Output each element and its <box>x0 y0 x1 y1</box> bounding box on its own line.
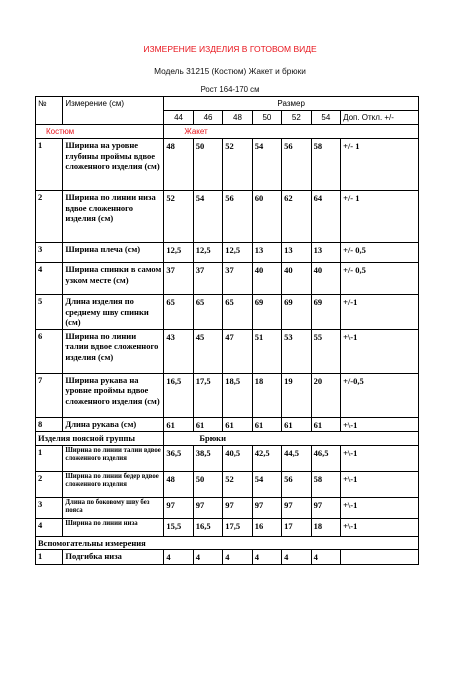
row-measure-name: Ширина по линии бедер вдвое сложенного изделия <box>63 471 164 497</box>
size-header: 54 <box>311 111 340 125</box>
size-value: 16,5 <box>164 373 193 417</box>
row-number: 4 <box>36 518 63 536</box>
row-measure-name: Длина рукава (см) <box>63 417 164 432</box>
size-value: 65 <box>164 295 193 330</box>
table-row <box>36 295 419 330</box>
size-value: 46,5 <box>311 445 340 471</box>
table-row <box>36 243 419 263</box>
tolerance-header: Доп. Откл. +/- <box>341 111 419 125</box>
size-value: 54 <box>193 191 222 243</box>
size-value: 40 <box>311 263 340 295</box>
size-value: 56 <box>282 139 311 191</box>
row-number: 3 <box>36 497 63 518</box>
tolerance-value: +\-1 <box>341 417 419 432</box>
size-value: 69 <box>282 295 311 330</box>
row-number: 3 <box>36 243 63 263</box>
size-value: 97 <box>282 497 311 518</box>
size-value: 4 <box>193 550 222 565</box>
model-subtitle: Модель 31215 (Костюм) Жакет и брюки <box>154 66 306 76</box>
size-value: 18,5 <box>223 373 252 417</box>
size-value: 12,5 <box>164 243 193 263</box>
size-value: 45 <box>193 329 222 373</box>
size-value: 97 <box>164 497 193 518</box>
table-row <box>36 550 419 565</box>
size-value: 12,5 <box>193 243 222 263</box>
size-value: 13 <box>252 243 281 263</box>
size-value: 13 <box>311 243 340 263</box>
size-value: 61 <box>252 417 281 432</box>
row-measure-name: Длина по боковому шву без пояса <box>63 497 164 518</box>
table-row <box>36 497 419 518</box>
size-value: 16,5 <box>193 518 222 536</box>
size-value: 12,5 <box>223 243 252 263</box>
row-number: 2 <box>36 471 63 497</box>
table-row <box>36 518 419 536</box>
size-value: 18 <box>311 518 340 536</box>
size-value: 52 <box>164 191 193 243</box>
size-value: 44,5 <box>282 445 311 471</box>
size-value: 17 <box>282 518 311 536</box>
size-header: 48 <box>223 111 252 125</box>
size-value: 13 <box>282 243 311 263</box>
row-number: 4 <box>36 263 63 295</box>
row-number: 1 <box>36 445 63 471</box>
tolerance-value: +\-1 <box>341 329 419 373</box>
size-value: 42,5 <box>252 445 281 471</box>
table-row <box>36 445 419 471</box>
size-header: 46 <box>193 111 222 125</box>
tolerance-value: +/- 1 <box>341 191 419 243</box>
size-header: 44 <box>164 111 193 125</box>
size-value: 17,5 <box>193 373 222 417</box>
size-value: 61 <box>193 417 222 432</box>
height-note: Рост 164-170 см <box>200 85 260 94</box>
size-value: 97 <box>193 497 222 518</box>
section-item: Жакет <box>164 125 419 139</box>
section-label: Изделия поясной группы <box>36 432 164 446</box>
size-value: 65 <box>193 295 222 330</box>
size-value: 36,5 <box>164 445 193 471</box>
size-value: 55 <box>311 329 340 373</box>
table-row <box>36 329 419 373</box>
row-number: 2 <box>36 191 63 243</box>
size-value: 56 <box>282 471 311 497</box>
row-measure-name: Ширина спинки в самом узком месте (см) <box>63 263 164 295</box>
size-value: 40,5 <box>223 445 252 471</box>
size-value: 97 <box>311 497 340 518</box>
table-row <box>36 417 419 432</box>
size-value: 58 <box>311 139 340 191</box>
size-value: 48 <box>164 471 193 497</box>
row-measure-name: Ширина плеча (см) <box>63 243 164 263</box>
size-value: 37 <box>164 263 193 295</box>
row-measure-name: Ширина на уровне глубины проймы вдвое сложенного изделия (см) <box>63 139 164 191</box>
size-value: 56 <box>223 191 252 243</box>
size-value: 4 <box>164 550 193 565</box>
row-number: 5 <box>36 295 63 330</box>
size-value: 61 <box>282 417 311 432</box>
table-row <box>36 191 419 243</box>
section-label: Костюм <box>36 125 164 139</box>
size-value: 69 <box>252 295 281 330</box>
size-value: 16 <box>252 518 281 536</box>
size-value: 4 <box>223 550 252 565</box>
size-value: 52 <box>223 471 252 497</box>
col-measure-header: Измерение (см) <box>63 97 164 125</box>
size-value: 50 <box>193 139 222 191</box>
size-value: 54 <box>252 471 281 497</box>
tolerance-value: +/-0,5 <box>341 373 419 417</box>
size-value: 97 <box>223 497 252 518</box>
size-value: 69 <box>311 295 340 330</box>
size-value: 53 <box>282 329 311 373</box>
tolerance-value: +/- 1 <box>341 139 419 191</box>
size-value: 58 <box>311 471 340 497</box>
size-value: 15,5 <box>164 518 193 536</box>
tolerance-value: +\-1 <box>341 471 419 497</box>
size-value: 65 <box>223 295 252 330</box>
size-value: 20 <box>311 373 340 417</box>
size-value: 52 <box>223 139 252 191</box>
size-value: 37 <box>223 263 252 295</box>
size-value: 4 <box>311 550 340 565</box>
row-number: 8 <box>36 417 63 432</box>
size-value: 4 <box>252 550 281 565</box>
size-value: 54 <box>252 139 281 191</box>
tolerance-value: +/-1 <box>341 295 419 330</box>
tolerance-value: +\-1 <box>341 497 419 518</box>
size-value: 48 <box>164 139 193 191</box>
size-value: 47 <box>223 329 252 373</box>
size-value: 18 <box>252 373 281 417</box>
header-row <box>36 97 419 111</box>
table-row <box>36 263 419 295</box>
size-value: 61 <box>164 417 193 432</box>
row-measure-name: Ширина по линии низа вдвое сложенного изделия (см) <box>63 191 164 243</box>
table-row <box>36 139 419 191</box>
section-row <box>36 432 419 446</box>
tolerance-value: +\-1 <box>341 445 419 471</box>
row-measure-name: Ширина по линии низа <box>63 518 164 536</box>
size-value: 37 <box>193 263 222 295</box>
size-header: 50 <box>252 111 281 125</box>
row-measure-name: Ширина рукава на уровне проймы вдвое сложенного изделия (см) <box>63 373 164 417</box>
table-row <box>36 471 419 497</box>
size-value: 4 <box>282 550 311 565</box>
table-row <box>36 373 419 417</box>
section-row <box>36 536 419 550</box>
row-number: 1 <box>36 550 63 565</box>
section-row-costume <box>36 125 419 139</box>
size-value: 43 <box>164 329 193 373</box>
row-measure-name: Длина изделия по среднему шву спинки (см) <box>63 295 164 330</box>
size-value: 40 <box>252 263 281 295</box>
section-label: Вспомогательны измерения <box>36 536 419 550</box>
size-value: 40 <box>282 263 311 295</box>
size-value: 19 <box>282 373 311 417</box>
row-measure-name: Ширина по линии талии вдвое сложенного изделия (см) <box>63 329 164 373</box>
col-size-header: Размер <box>164 97 419 111</box>
size-value: 62 <box>282 191 311 243</box>
tolerance-value: +\-1 <box>341 518 419 536</box>
tolerance-value <box>341 550 419 565</box>
row-number: 1 <box>36 139 63 191</box>
size-value: 61 <box>311 417 340 432</box>
row-number: 6 <box>36 329 63 373</box>
row-number: 7 <box>36 373 63 417</box>
size-value: 60 <box>252 191 281 243</box>
tolerance-value: +/- 0,5 <box>341 263 419 295</box>
size-value: 97 <box>252 497 281 518</box>
size-value: 50 <box>193 471 222 497</box>
size-value: 64 <box>311 191 340 243</box>
size-value: 61 <box>223 417 252 432</box>
row-measure-name: Ширина по линии талии вдвое сложенного изделия <box>63 445 164 471</box>
section-item: Брюки <box>164 432 419 446</box>
tolerance-value: +/- 0,5 <box>341 243 419 263</box>
size-value: 51 <box>252 329 281 373</box>
page-title: ИЗМЕРЕНИЕ ИЗДЕЛИЯ В ГОТОВОМ ВИДЕ <box>143 44 317 54</box>
size-header: 52 <box>282 111 311 125</box>
row-measure-name: Подгибка низа <box>63 550 164 565</box>
size-value: 17,5 <box>223 518 252 536</box>
size-value: 38,5 <box>193 445 222 471</box>
measurement-table <box>35 96 419 565</box>
col-num-header: № <box>36 97 63 125</box>
